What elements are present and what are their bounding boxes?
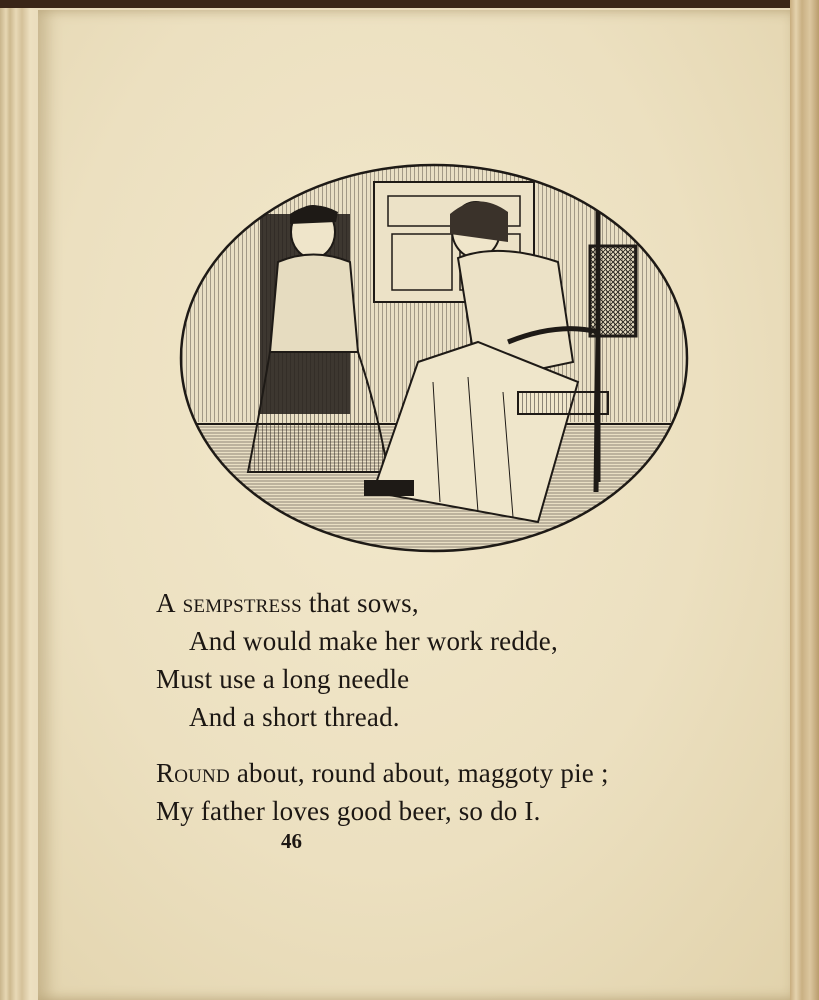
verse-maggoty-pie: [156, 754, 756, 830]
page-number: 46: [281, 829, 302, 853]
verse-sempstress: [156, 584, 756, 736]
verse-line: My father loves good beer, so do I.: [156, 796, 541, 826]
book-cover-edge: [0, 0, 819, 8]
facing-page-edge: [790, 0, 819, 1000]
verse-line: And would make her work redde,: [189, 626, 558, 656]
footstool: [364, 480, 414, 496]
verse-line: Must use a long needle: [156, 664, 410, 694]
engraving-illustration: [178, 162, 690, 554]
verse-line: And a short thread.: [189, 702, 400, 732]
verse-line: A sempstress that sows,: [156, 588, 419, 618]
verse-line: Round about, round about, maggoty pie ;: [156, 758, 609, 788]
